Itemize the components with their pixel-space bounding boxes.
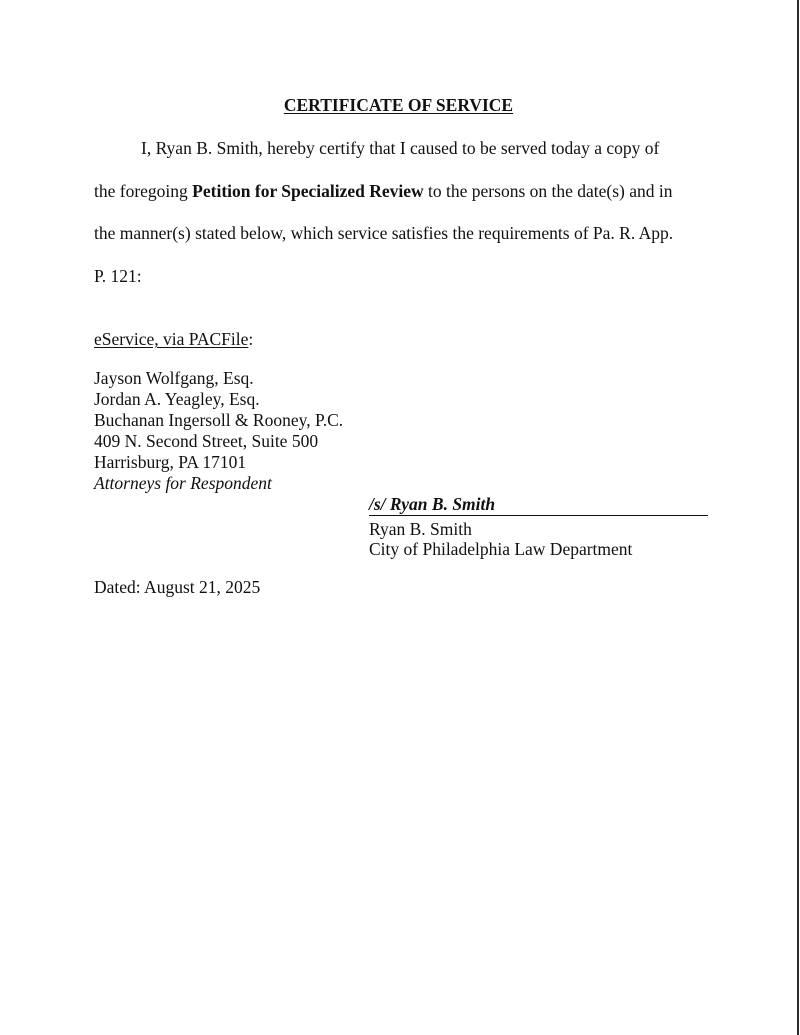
signer-name: Ryan B. Smith: [369, 519, 472, 539]
signature-block: [369, 494, 708, 559]
certification-line-2: [94, 180, 673, 202]
signer-organization: City of Philadelphia Law Department: [369, 539, 633, 559]
recipient-address-block: [94, 368, 343, 494]
certificate-title: CERTIFICATE OF SERVICE: [283, 95, 514, 115]
certification-line-2-start: the foregoing: [94, 181, 193, 201]
recipient-name-1: Jayson Wolfgang, Esq.: [94, 368, 254, 388]
recipient-city: Harrisburg, PA 17101: [94, 452, 247, 472]
service-method: [94, 328, 253, 350]
petition-title: Petition for Specialized Review: [192, 181, 424, 201]
dated-line: Dated: August 21, 2025: [94, 577, 261, 597]
service-method-colon: :: [248, 329, 254, 349]
certification-line-4: P. 121:: [94, 266, 142, 286]
recipient-role: Attorneys for Respondent: [94, 473, 272, 493]
electronic-signature: /s/ Ryan B. Smith: [369, 494, 708, 516]
certification-line-1: I, Ryan B. Smith, hereby certify that I caused to be served today a copy of: [141, 138, 660, 158]
certification-line-3: the manner(s) stated below, which service satisfies the requirements of Pa. R. App.: [94, 223, 674, 243]
service-method-label: eService, via PACFile: [94, 329, 249, 349]
recipient-street: 409 N. Second Street, Suite 500: [94, 431, 319, 451]
recipient-name-2: Jordan A. Yeagley, Esq.: [94, 389, 260, 409]
certification-line-2-end: to the persons on the date(s) and in: [423, 181, 673, 201]
recipient-firm: Buchanan Ingersoll & Rooney, P.C.: [94, 410, 344, 430]
